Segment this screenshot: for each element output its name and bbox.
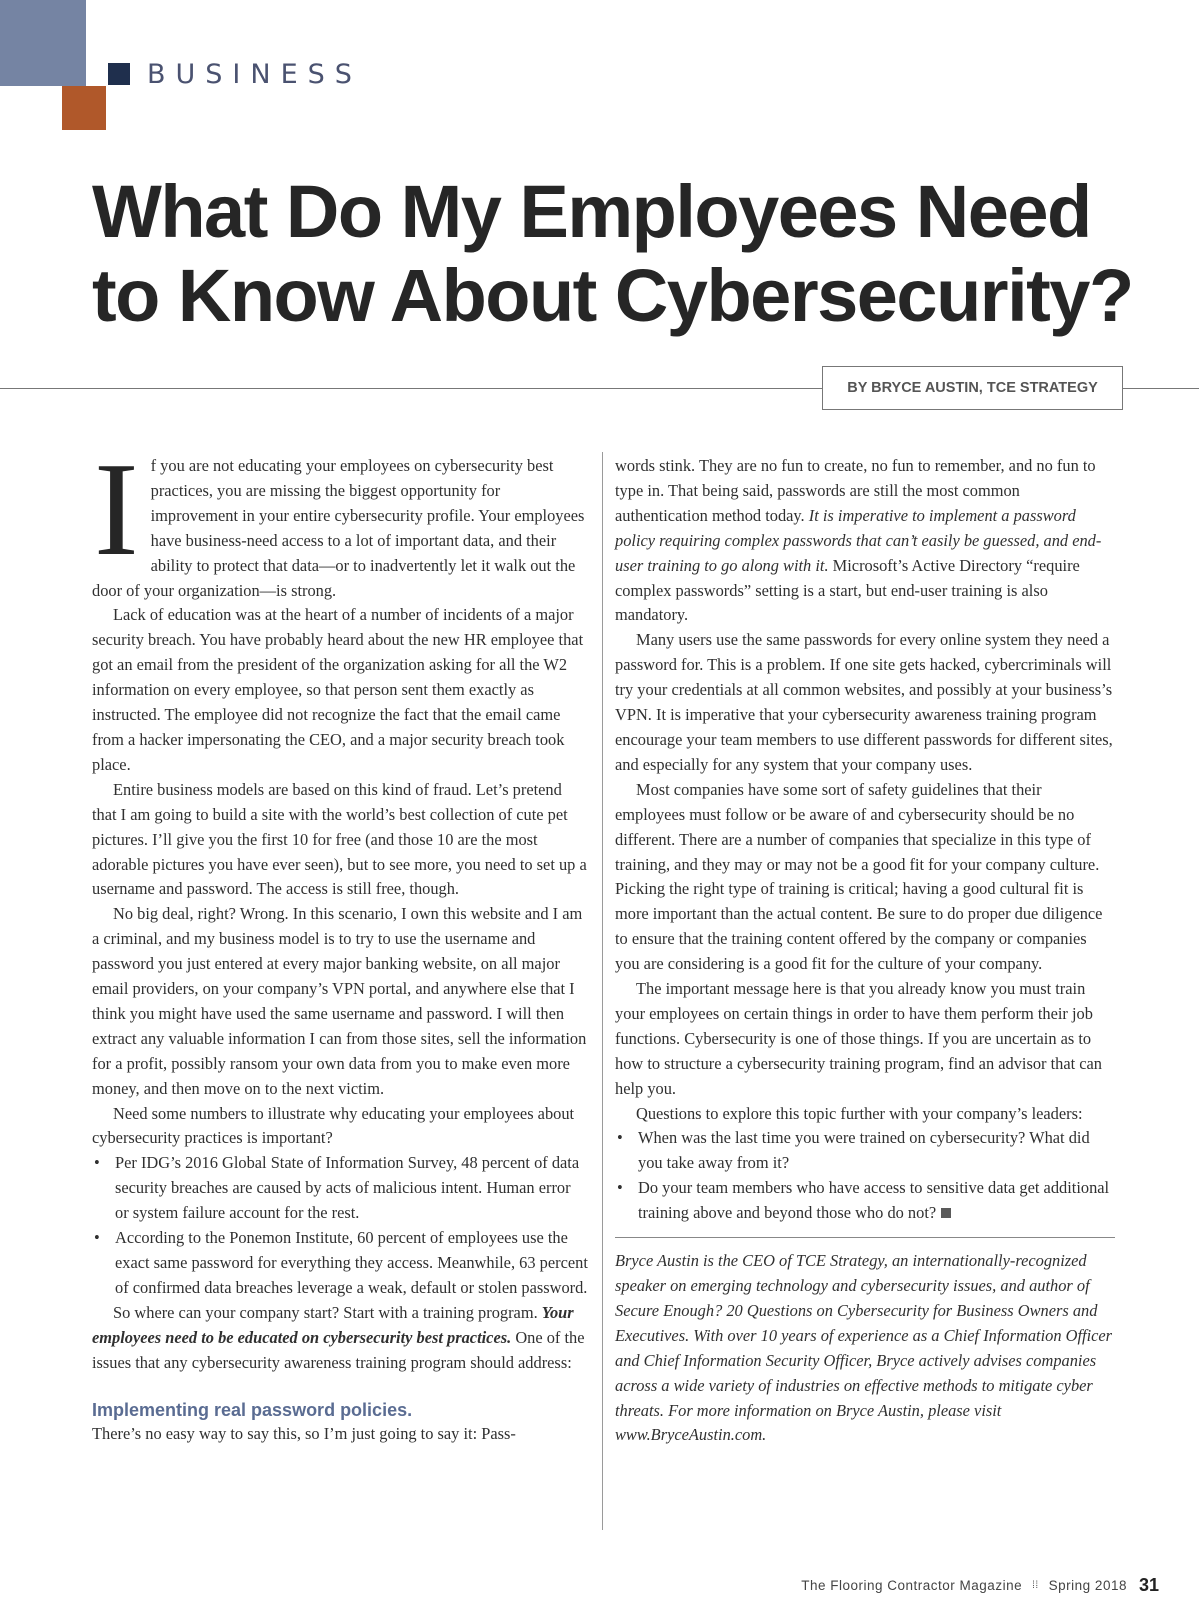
body-paragraph: Most companies have some sort of safety guidelines that their employees must follow or be aware of and cybersecurity should be no different. There are a number of companies that specialize in this type of training, and they may or may not be a good fit for your company culture. Picking the right type of training is critical; having a good cultural fit is more important than the actual content. Be sure to do proper due diligence to ensure that the training content offered by the company or companies you are considering is a good fit for the culture of your company. xyxy=(615,779,1103,974)
subheading: Implementing real password policies. xyxy=(92,1399,413,1420)
author-bio: Bryce Austin is the CEO of TCE Strategy, an internationally-recognized speaker on emerging technology and cybersecurity issues, and author of Secure Enough? 20 Questions on Cybersecurity for Business Owners and Executives. With over 10 years of experience as a Chief Information Officer and Chief Information Security Officer, Bryce actively advises companies across a wide variety of industries on effective methods to mitigate cyber threats. For more information on Bryce Austin, please visit www.BryceAustin.com. xyxy=(615,1251,1113,1445)
statistics-list xyxy=(92,1151,588,1300)
intro-paragraph: If you are not educating your employees on cybersecurity best practices, you are missing the biggest opportunity for improvement in your entire cybersecurity profile. Your employees have business-need access to a lot of important data, and their ability to protect that data—or to inadvertently let it walk out the door of your organization—is strong. xyxy=(92,435,585,600)
right-column xyxy=(615,454,1115,1448)
emphasis-text: It is imperative to implement a password policy requiring complex passwords that can’t easily be guessed, and end-user training to go along with it. xyxy=(615,505,1102,575)
bullet-icon: • xyxy=(94,1228,100,1248)
list-item: • According to the Ponemon Institute, 60 percent of employees use the exact same password for everything they access. Meanwhile, 63 percent of confirmed data breaches leverage a weak, default or stolen password. xyxy=(94,1228,588,1297)
separator-icon: ⁞⁞ xyxy=(1032,1580,1039,1591)
body-paragraph: Questions to explore this topic further with your company’s leaders: xyxy=(636,1103,1083,1123)
byline: BY BRYCE AUSTIN, TCE STRATEGY xyxy=(822,366,1123,410)
body-paragraph: words stink. They are no fun to create, no fun to remember, and no fun to type in. That being said, passwords are still the most common authentication method today. It is imperative to implement a password policy requiring complex passwords that can’t easily be guessed, and end-user training to go along with it. Microsoft’s Active Directory “require complex passwords” setting is a start, but end-user training is also mandatory. xyxy=(615,456,1102,625)
byline-rule-left xyxy=(0,388,822,389)
end-mark-icon xyxy=(941,1208,951,1218)
body-paragraph: So where can your company start? Start with a training program. Your employees need to be educated on cybersecurity best practices. One of the issues that any cybersecurity awareness training program should address: xyxy=(92,1302,585,1372)
headline-line-1: What Do My Employees Need xyxy=(92,170,1091,253)
corner-decoration-orange xyxy=(62,86,106,130)
drop-cap: I xyxy=(94,435,139,583)
issue-date: Spring 2018 xyxy=(1048,1578,1127,1593)
corner-decoration-blue xyxy=(0,0,86,86)
page-footer xyxy=(801,1575,1159,1596)
body-paragraph: The important message here is that you already know you must train your employees on certain things in order to have them perform their job functions. Cybersecurity is one of those things. If you are uncertain as to how to structure a cybersecurity training program, find an advisor that can help you. xyxy=(615,979,1103,1098)
body-paragraph: Many users use the same passwords for every online system they need a password for. This is a problem. If one site gets hacked, cybercriminals will try your credentials at all common websites, and possibly at your business’s VPN. It is imperative that your cybersecurity awareness training program encourage your team members to use different passwords for different sites, and especially for any system that your company uses. xyxy=(615,630,1113,774)
bullet-icon: • xyxy=(94,1153,100,1173)
section-marker xyxy=(108,63,130,85)
page-number: 31 xyxy=(1138,1575,1159,1595)
list-item: • Do your team members who have access to sensitive data get additional training above and beyond those who do not? xyxy=(617,1178,1110,1223)
emphasis-text: Your employees need to be educated on cybersecurity best practices. xyxy=(92,1302,574,1347)
bullet-icon: • xyxy=(617,1178,623,1198)
bullet-icon: • xyxy=(617,1128,623,1148)
article-headline xyxy=(92,170,1172,338)
body-paragraph: Entire business models are based on this kind of fraud. Let’s pretend that I am going to build a site with the world’s best collection of cute pet pictures. I’ll give you the first 10 for free (and those 10 are the most adorable pictures you have ever seen), but to see more, you need to set up a username and password. The access is still free, though. xyxy=(92,779,587,899)
byline-rule-right xyxy=(1123,388,1199,389)
body-paragraph: Need some numbers to illustrate why educating your employees about cybersecurity practices is important? xyxy=(92,1103,575,1148)
body-paragraph: There’s no easy way to say this, so I’m just going to say it: Pass- xyxy=(92,1423,516,1443)
questions-list xyxy=(615,1126,1115,1226)
column-divider xyxy=(602,452,603,1530)
list-item: • When was the last time you were trained on cybersecurity? What did you take away from it? xyxy=(617,1128,1090,1173)
list-item: • Per IDG’s 2016 Global State of Information Survey, 48 percent of data security breaches are caused by acts of malicious intent. Human error or system failure account for the rest. xyxy=(94,1153,580,1223)
left-column xyxy=(92,435,588,1446)
magazine-name: The Flooring Contractor Magazine xyxy=(801,1578,1023,1593)
section-label: BUSINESS xyxy=(147,59,362,90)
body-paragraph: No big deal, right? Wrong. In this scenario, I own this website and I am a criminal, and my business model is to try to use the username and password you just entered at every major banking website, on all major email providers, on your company’s VPN portal, and anywhere else that I think you might have used the same username and password. I will then extract any valuable information I can from those sites, sell the information for a profit, possibly ransom your own data from you to make even more money, and then move on to the next victim. xyxy=(92,904,587,1098)
headline-line-2: to Know About Cybersecurity? xyxy=(92,254,1133,337)
body-paragraph: Lack of education was at the heart of a number of incidents of a major security breach. You have probably heard about the new HR employee that got an email from the president of the organization asking for all the W2 information on every employee, so that person sent them exactly as instructed. The employee did not recognize the fact that the email came from a hacker impersonating the CEO, and a major security breach took place. xyxy=(92,605,584,774)
bio-divider xyxy=(615,1237,1115,1238)
